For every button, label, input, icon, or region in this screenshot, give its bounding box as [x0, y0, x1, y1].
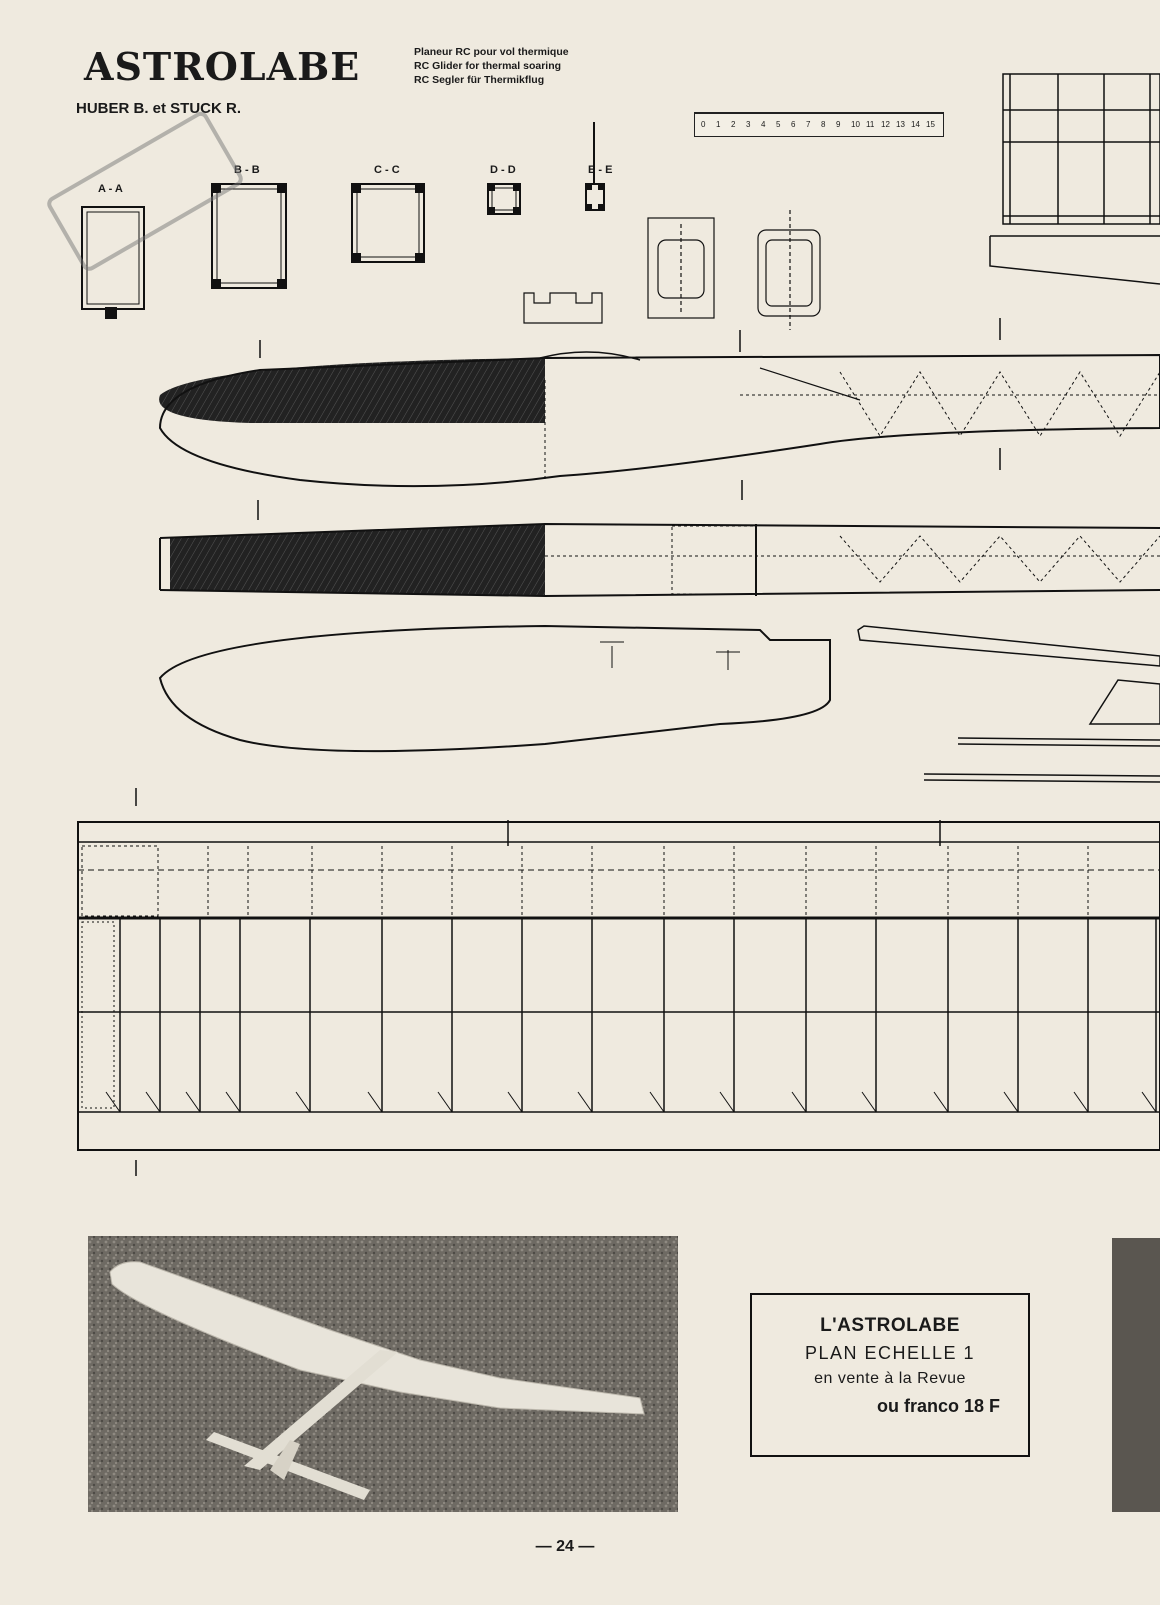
- ruler-tick-label: 10: [851, 120, 860, 129]
- section-label-ee: E - E: [588, 164, 613, 176]
- rib-gusset: [792, 1092, 806, 1112]
- ruler-tick-label: 6: [791, 120, 796, 129]
- wing-plan: [78, 788, 1160, 1176]
- plan-offer-box: [750, 1293, 1030, 1457]
- ruler-tick-label: 2: [731, 120, 736, 129]
- rib-gusset: [1142, 1092, 1156, 1112]
- rib-gusset: [1004, 1092, 1018, 1112]
- ruler-tick-label: 8: [821, 120, 826, 129]
- section-label-cc: C - C: [374, 164, 400, 176]
- ruler-tick-label: 12: [881, 120, 890, 129]
- tail-parts: [858, 626, 1160, 782]
- plan-offer-title: L'ASTROLABE: [820, 1315, 960, 1336]
- subtitle-de: RC Segler für Thermikflug: [414, 74, 545, 86]
- subtitle-fr: Planeur RC pour vol thermique: [414, 46, 569, 58]
- ruler-tick-label: 7: [806, 120, 811, 129]
- rib-gusset: [720, 1092, 734, 1112]
- rib-gusset: [862, 1092, 876, 1112]
- canopy-outline: [160, 626, 830, 751]
- section-ee: [586, 122, 604, 210]
- rib-gusset: [650, 1092, 664, 1112]
- ruler-tick-label: 11: [866, 120, 875, 129]
- section-label-bb: B - B: [234, 164, 260, 176]
- fin-drawing: [990, 74, 1160, 284]
- fuselage-top-view: [160, 524, 1160, 596]
- section-bb: [212, 184, 286, 288]
- secondary-photo: [1112, 1238, 1160, 1512]
- rib-gusset: [1074, 1092, 1088, 1112]
- fuselage-side-view: [159, 318, 1160, 520]
- section-cc: [352, 184, 424, 262]
- rib-gusset: [226, 1092, 240, 1112]
- ruler-tick-label: 5: [776, 120, 781, 129]
- section-label-aa: A - A: [98, 183, 123, 195]
- ruler-tick-label: 15: [926, 120, 935, 129]
- ruler-tick-label: 0: [701, 120, 706, 129]
- subtitle-en: RC Glider for thermal soaring: [414, 60, 562, 72]
- page-number: — 24 —: [535, 1538, 595, 1555]
- canopy-templates: [524, 210, 820, 330]
- plan-offer-availability: en vente à la Revue: [814, 1370, 966, 1387]
- rib-gusset: [508, 1092, 522, 1112]
- rib-gusset: [438, 1092, 452, 1112]
- rib-gusset: [186, 1092, 200, 1112]
- section-aa: [82, 207, 144, 318]
- page-title: ASTROLABE: [84, 44, 361, 89]
- authors: HUBER B. et STUCK R.: [76, 100, 242, 117]
- ruler-tick-label: 4: [761, 120, 766, 129]
- section-dd: [488, 184, 520, 214]
- ruler-tick-label: 3: [746, 120, 751, 129]
- rib-gusset: [296, 1092, 310, 1112]
- ruler-tick-label: 14: [911, 120, 920, 129]
- rib-gusset: [578, 1092, 592, 1112]
- rib-gusset: [934, 1092, 948, 1112]
- plan-offer-price: ou franco 18 F: [876, 1396, 1000, 1416]
- model-photo: [88, 1236, 678, 1512]
- rib-gusset: [368, 1092, 382, 1112]
- ruler-tick-label: 1: [716, 120, 721, 129]
- plan-offer-scale: PLAN ECHELLE 1: [804, 1343, 976, 1363]
- rib-gusset: [146, 1092, 160, 1112]
- section-label-dd: D - D: [490, 164, 516, 176]
- rib-gusset: [106, 1092, 120, 1112]
- ruler-tick-label: 13: [896, 120, 905, 129]
- ruler-tick-label: 9: [836, 120, 841, 129]
